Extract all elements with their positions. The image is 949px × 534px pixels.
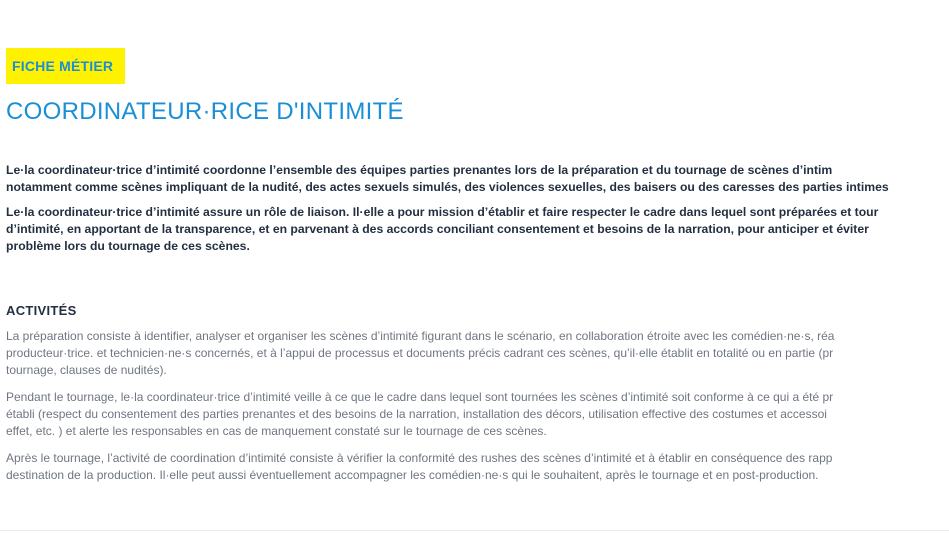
activity-1-line-2: producteur·trice. et technicien·ne·s concernés, et à l’appui de processus et documents précis cadrant ces scènes, qu’il·elle établit en totalité ou en partie (pr: [6, 346, 834, 360]
intro-p2-line-3: problème lors du tournage de ces scènes.: [6, 239, 250, 253]
bottom-divider: [0, 530, 949, 531]
intro-p1-line-2: notamment comme scènes impliquant de la nudité, des actes sexuels simulés, des violences sexuelles, des baisers ou des caresses des parties intimes: [6, 180, 889, 194]
intro-p1-line-1: Le·la coordinateur·trice d’intimité coordonne l’ensemble des équipes parties prenantes lors de la préparation et du tournage de scènes d’intim: [6, 163, 833, 177]
activity-1-line-3: tournage, clauses de nudités).: [6, 363, 167, 377]
activity-paragraph-post-tournage: [6, 450, 949, 484]
activity-1-line-1: La préparation consiste à identifier, analyser et organiser les scènes d’intimité figurant dans le scénario, en collaboration étroite avec les comédien·ne·s, réa: [6, 329, 835, 343]
page-title: COORDINATEUR·RICE D'INTIMITÉ: [6, 98, 404, 125]
activity-3-line-1: Après le tournage, l’activité de coordination d’intimité consiste à vérifier la conformité des rushes des scènes d’intimité et à établir en conséquence des rapp: [6, 451, 833, 465]
activity-2-line-1: Pendant le tournage, le·la coordinateur·trice d’intimité veille à ce que le cadre dans lequel sont tournées les scènes d’intimité soit conforme à ce qui a été pr: [6, 390, 834, 404]
activity-2-line-3: effet, etc. ) et alerte les responsables en cas de manquement constaté sur le tournage de ces scènes.: [6, 424, 547, 438]
activities-section: [6, 328, 949, 494]
activity-3-line-2: destination de la production. Il·elle peut aussi éventuellement accompagner les comédien·ne·s qui le souhaitent, après le tournage et en post-production.: [6, 468, 819, 482]
intro-section: [6, 162, 949, 263]
intro-paragraph-2: [6, 204, 949, 255]
fiche-metier-badge: FICHE MÉTIER: [6, 48, 125, 84]
intro-p2-line-2: d’intimité, en apportant de la transparence, et en parvenant à des accords conciliant consentement et besoins de la narration, pour anticiper et éviter: [6, 222, 869, 236]
activity-paragraph-tournage: [6, 389, 949, 440]
activities-heading: ACTIVITÉS: [6, 303, 77, 318]
activity-2-line-2: établi (respect du consentement des parties prenantes et des besoins de la narration, installation des décors, utilisation effective des costumes et accessoi: [6, 407, 827, 421]
intro-p2-line-1: Le·la coordinateur·trice d’intimité assure un rôle de liaison. Il·elle a pour mission d’établir et faire respecter le cadre dans lequel sont préparées et tour: [6, 205, 879, 219]
intro-paragraph-1: [6, 162, 949, 196]
activity-paragraph-preparation: [6, 328, 949, 379]
